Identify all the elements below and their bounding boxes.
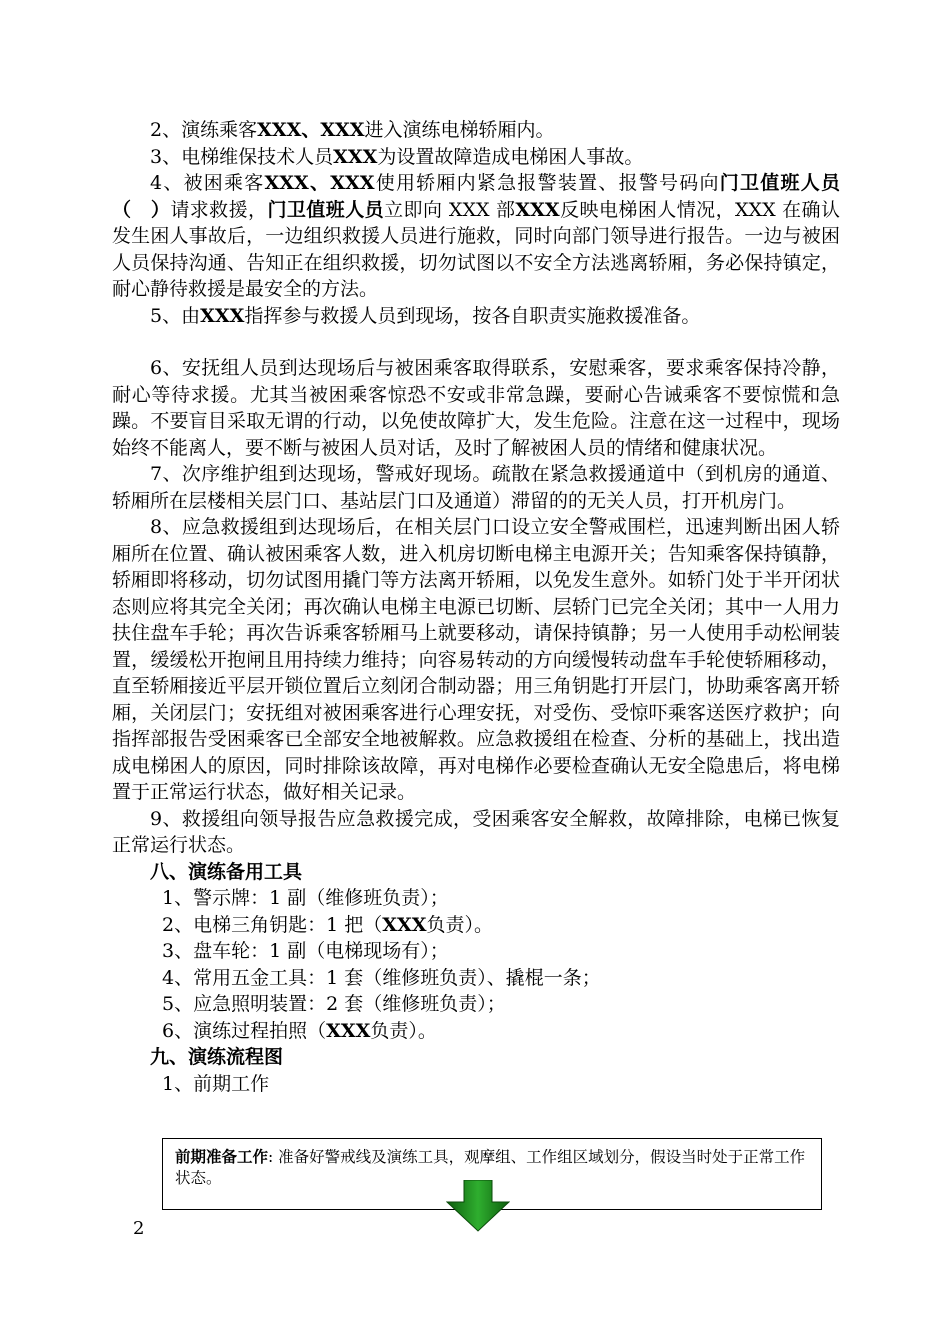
- text-run: 指挥参与救援人员到现场，按各自职责实施救援准备。: [244, 304, 701, 327]
- tool-item-2: [112, 912, 840, 939]
- bold-run: XXX、XXX: [264, 172, 375, 194]
- paragraph-9: 9、救援组向领导报告应急救援完成，受困乘客安全解救，故障排除，电梯已恢复正常运行状态。: [112, 807, 840, 856]
- bold-run: XXX: [326, 1019, 371, 1042]
- bold-run: XXX: [200, 304, 245, 327]
- tool-item-6: [112, 1018, 840, 1045]
- text-run: 请求救援，: [170, 198, 268, 221]
- flowchart-subheading: 1、前期工作: [162, 1072, 270, 1095]
- bold-run: 门卫值班人员（ ）: [112, 172, 840, 221]
- text-run: 负责）。: [370, 1019, 437, 1042]
- page-number: 2: [133, 1218, 145, 1239]
- bold-run: XXX: [515, 198, 560, 221]
- paragraph-3: [112, 144, 840, 171]
- paragraph-2: [112, 117, 840, 144]
- tool-item-4: 4、常用五金工具：1 套（维修班负责）、撬棍一条；: [162, 966, 601, 989]
- text-run: 负责）。: [426, 913, 493, 936]
- text-run: 反映电梯困人情况，XXX 在确认发生困人事故后，一边组织救援人员进行施救，同时向部门领导进行报告。一边与被困人员保持沟通、告知正在组织救援，切勿试图以不安全方法逃离轿厢，务必保持镇定，耐心静待救援是最安全的方法。: [112, 198, 840, 300]
- text-run: 2、电梯三角钥匙：1 把（: [162, 913, 383, 936]
- bold-run: XXX: [333, 145, 378, 168]
- paragraph-6: 6、安抚组人员到达现场后与被困乘客取得联系，安慰乘客，要求乘客保持冷静，耐心等待求援。尤其当被困乘客惊恐不安或非常急躁，要耐心告诫乘客不要惊慌和急躁。不要盲目采取无谓的行动，以免使故障扩大，发生危险。注意在这一过程中，现场始终不能离人，要不断与被困人员对话，及时了解被困人员的情绪和健康状况。: [112, 357, 840, 459]
- text-run: 3、电梯维保技术人员: [150, 145, 334, 168]
- text-run: 6、演练过程拍照（: [162, 1019, 327, 1042]
- flowchart-box-label: 前期准备工作: [175, 1148, 269, 1166]
- text-run: 2、演练乘客: [150, 119, 258, 141]
- text-run: 使用轿厢内紧急报警装置、报警号码向: [374, 172, 720, 194]
- text-run: 4、被困乘客: [150, 172, 265, 194]
- text-run: 立即向 XXX 部: [384, 198, 516, 221]
- text-run: 进入演练电梯轿厢内。: [364, 119, 555, 141]
- bold-run: XXX、XXX: [257, 119, 365, 141]
- section-heading-flowchart: 九、演练流程图: [150, 1046, 284, 1068]
- bold-run: XXX: [382, 913, 427, 936]
- text-run: 为设置故障造成电梯困人事故。: [377, 145, 644, 168]
- section-heading-tools: 八、演练备用工具: [150, 860, 303, 883]
- paragraph-7: 7、次序维护组到达现场，警戒好现场。疏散在紧急救援通道中（到机房的通道、轿厢所在层楼相关层门口、基站层门口及通道）滞留的的无关人员，打开机房门。: [112, 463, 840, 512]
- tool-item-1: 1、警示牌：1 副（维修班负责）；: [162, 887, 449, 909]
- paragraph-5: [112, 303, 840, 330]
- flowchart-box-text: : 准备好警戒线及演练工具，观摩组、工作组区域划分，假设当时处于正常工作状态。: [175, 1148, 806, 1187]
- bold-run: 门卫值班人员: [267, 198, 385, 221]
- tool-item-5: 5、应急照明装置：2 套（维修班负责）；: [162, 993, 506, 1015]
- paragraph-4: [112, 170, 840, 303]
- tool-item-3: 3、盘车轮：1 副（电梯现场有）；: [162, 940, 449, 962]
- document-body: [112, 117, 840, 1097]
- down-arrow-icon: [446, 1180, 510, 1232]
- text-run: 5、由: [150, 304, 201, 327]
- paragraph-8: 8、应急救援组到达现场后，在相关层门口设立安全警戒围栏，迅速判断出困人轿厢所在位置、确认被困乘客人数，进入机房切断电梯主电源开关；告知乘客保持镇静，轿厢即将移动，切勿试图用撬门等方法离开轿厢，以免发生意外。如轿门处于半开闭状态则应将其完全关闭；再次确认电梯主电源已切断、层轿门已完全关闭；其中一人用力扶住盘车手轮；再次告诉乘客轿厢马上就要移动，请保持镇静；另一人使用手动松闸装置，缓缓松开抱闸且用持续力维持；向容易转动的方向缓慢转动盘车手轮使轿厢移动，直至轿厢接近平层开锁位置后立刻闭合制动器；用三角钥匙打开层门，协助乘客离开轿厢，关闭层门；安抚组对被困乘客进行心理安抚，对受伤、受惊吓乘客送医疗救护；向指挥部报告受困乘客已全部安全地被解救。应急救援组在检查、分析的基础上，找出造成电梯困人的原因，同时排除该故障，再对电梯作必要检查确认无安全隐患后，将电梯置于正常运行状态，做好相关记录。: [112, 516, 840, 803]
